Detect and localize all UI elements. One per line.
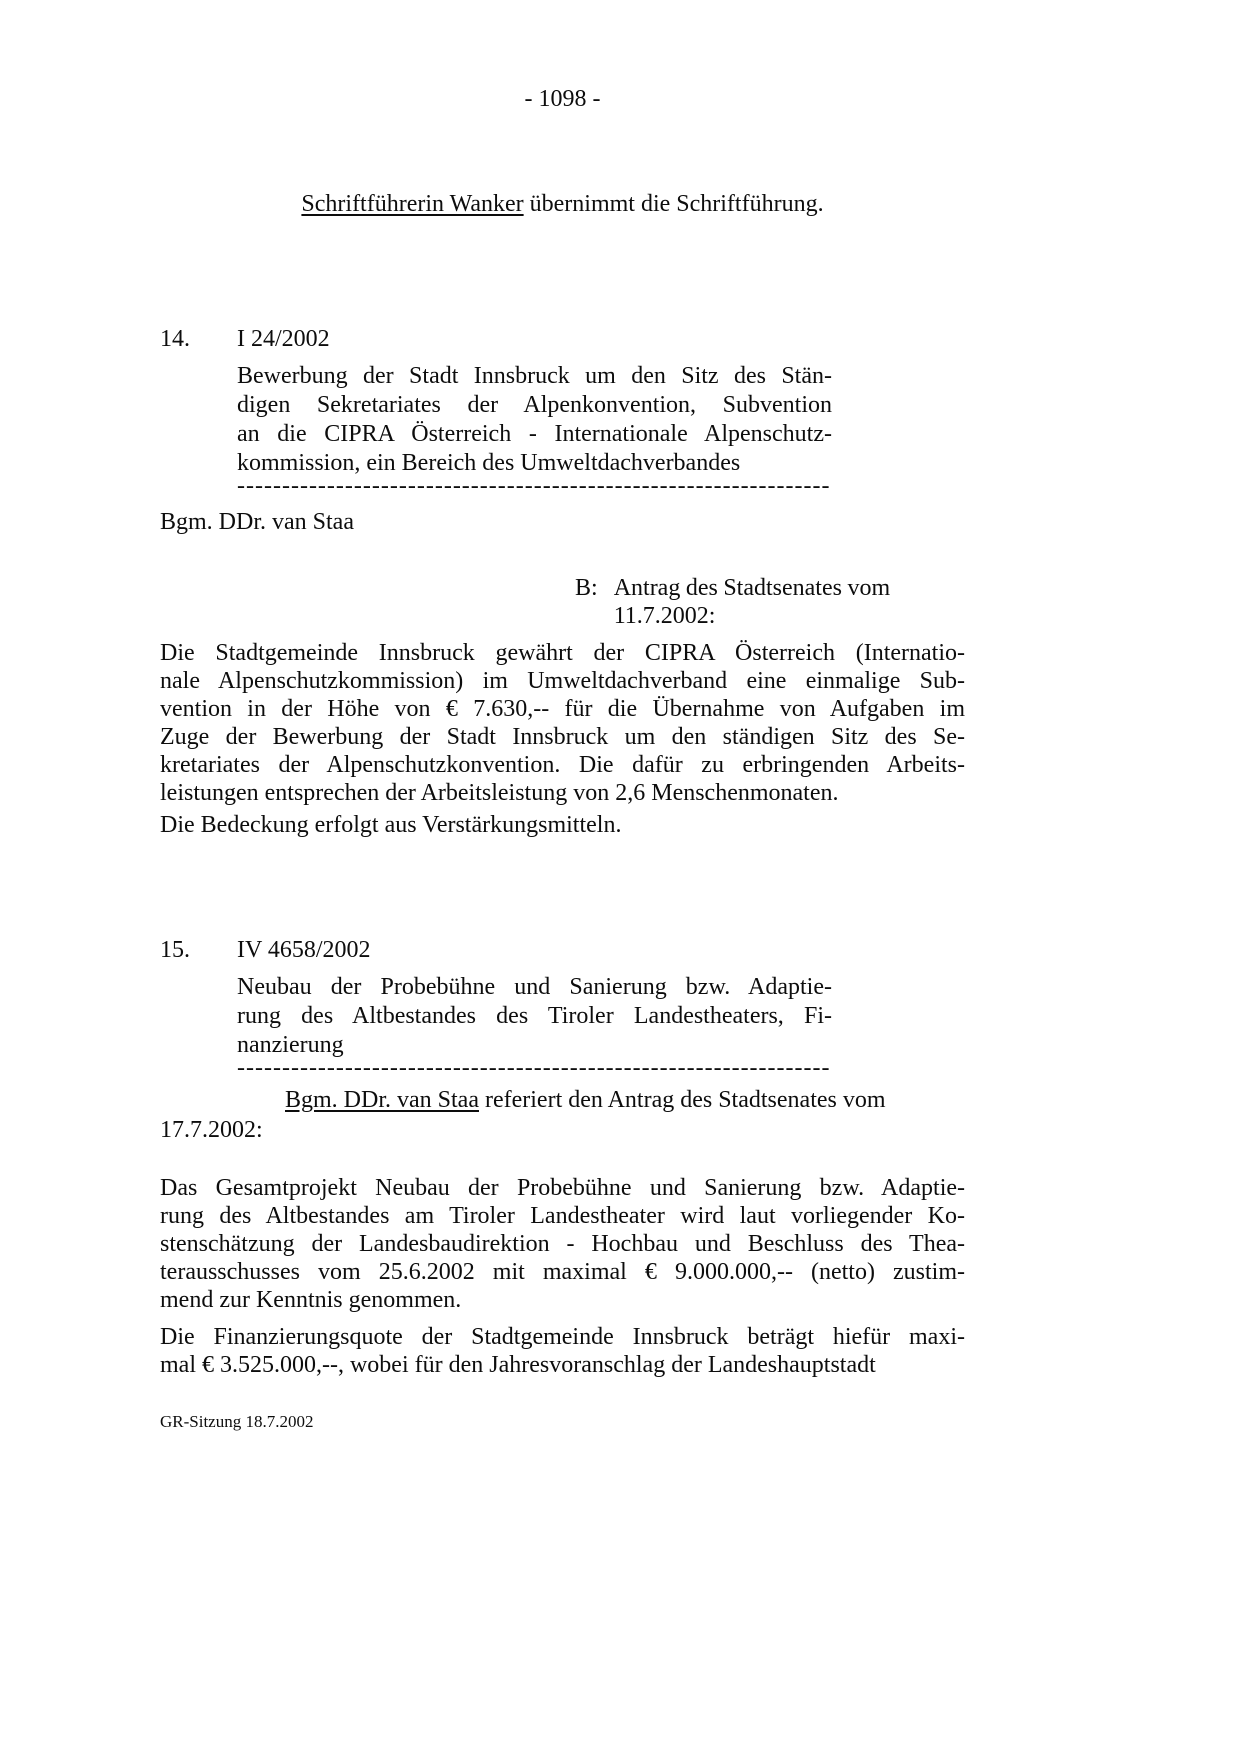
referent-rest: referiert den Antrag des Stadtsenates vom: [478, 1087, 886, 1113]
scribe-name: Schriftführerin Wanker: [301, 191, 524, 217]
item-15-number: 15.: [160, 937, 190, 963]
referent-date: 17.7.2002:: [160, 1117, 263, 1143]
item-14-reference: I 24/2002: [237, 326, 330, 352]
item-14-closing: Die Bedeckung erfolgt aus Verstärkungsmitteln.: [160, 812, 622, 838]
separator-line: ------------------------------------------------------------------: [237, 473, 831, 499]
page-number: - 1098 -: [524, 86, 601, 112]
agenda-item-15-header: [160, 936, 965, 964]
item-14-number: 14.: [160, 326, 190, 352]
item-15-reference: IV 4658/2002: [237, 937, 371, 963]
item-15-referent: [160, 1086, 965, 1114]
item-14-motion-header: [575, 574, 965, 630]
item-15-body: Das Gesamtprojekt Neubau der Probebühne und Sanierung bzw. Adaptie- rung des Altbestandes am Tiroler Landestheater wird laut vorliegender Ko- stenschätzung der Landesbaudirektion - Hochbau und Beschluss des Thea- terausschusses vom 25.6.2002 mit maximal € 9.000.000,-- (netto) zustim- mend zur Kenntnis genommen.: [160, 1175, 965, 1313]
item-14-body: Die Stadtgemeinde Innsbruck gewährt der CIPRA Österreich (Internatio- nale Alpenschutzkommission) im Umweltdachverband eine einmalige Sub- vention in der Höhe von € 7.630,-- für die Übernahme von Aufgaben im Zuge der Bewerbung der Stadt Innsbruck um den ständigen Sitz des Se- kretariates der Alpenschutzkonvention. Die dafür zu erbringenden Arbeits- leistungen entsprechen der Arbeitsleistung von 2,6 Menschenmonaten.: [160, 640, 965, 806]
scribe-heading: [160, 190, 965, 218]
footer-note: GR-Sitzung 18.7.2002: [160, 1412, 314, 1431]
item-15-subject: Neubau der Probebühne und Sanierung bzw. Adaptie- rung des Altbestandes des Tiroler Landestheaters, Fi- nanzierung: [237, 974, 832, 1058]
motion-label: B:: [575, 575, 598, 601]
separator-line: ------------------------------------------------------------------: [237, 1055, 831, 1081]
item-14-speaker: Bgm. DDr. van Staa: [160, 509, 354, 535]
referent-name: Bgm. DDr. van Staa: [285, 1087, 479, 1113]
page-content: [160, 85, 965, 1379]
agenda-item-14-header: [160, 325, 965, 353]
scribe-heading-rest: übernimmt die Schriftführung.: [523, 191, 824, 217]
item-14-subject: Bewerbung der Stadt Innsbruck um den Sitz des Stän- digen Sekretariates der Alpenkonvention, Subvention an die CIPRA Österreich - Internationale Alpenschutz- kommission, ein Bereich des Umweltdachverbandes: [237, 363, 832, 476]
motion-source: Antrag des Stadtsenates vom 11.7.2002:: [613, 575, 891, 629]
item-15-body-2: Die Finanzierungsquote der Stadtgemeinde Innsbruck beträgt hiefür maxi- mal € 3.525.000,--, wobei für den Jahresvoranschlag der Landeshauptstadt: [160, 1324, 965, 1378]
